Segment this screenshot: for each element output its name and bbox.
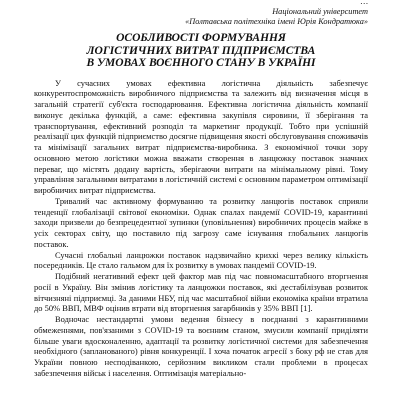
body-paragraph: У сучасних умовах ефективна логістична діяльність забезпечує конкурентоспроможність виробничого підприємства та залежить від визначення місця в загальній стратегії суб'єкта господарювання. Ефективна логістична діяльність компанії виконує декілька функцій, а саме: ефективна закупівля сировини, її зберігання та транспортування, ефективний розподіл та маркетинг продукції. Тобто при успішній реалізації цих функцій підприємство досягне підвищення якості обслуговування споживачів та мінімізації загальних витрат підприємства-виробника. З економічної точки зору основною метою логістики можна вважати створення в ланцюжку поставок значних переваг, що містять додану вартість, зберігаючи витрати на мінімальному рівні. Тому управління загальними витратами в логістичній системі є основним параметром оптимізації виробничих витрат підприємства. xyxy=(34,77,368,195)
article-body xyxy=(34,78,368,379)
title-line: В УМОВАХ ВОЄННОГО СТАНУ В УКРАЇНІ xyxy=(86,57,316,69)
body-paragraph: Сучасні глобальні ланцюжки поставок надзвичайно крихкі через велику кількість посередників. Це стало гальмом для їх розвитку в умовах пандемії COVID-19. xyxy=(34,249,368,271)
body-paragraph: Подібний негативний ефект цей фактор мав під час повномасштабного вторгнення росії в Україну. Він змінив логістику та ланцюжки поставок, які дестабілізував розвиток вітчизняні підприємці. За даними НБУ, під час масштабної війни економіка країни втратила до 50% ВВП, МВФ оцінив втрати від вторгнення загарбників у 35% ВВП [1]. xyxy=(34,271,368,314)
body-paragraph: Тривалий час активному формуванню та розвитку ланцюгів поставок сприяли тенденції глобалізації світової економіки. Однак спалах пандемії COVID-19, карантинні заходи призвели до безпрецедентної зупинки (уповільнення) виробничих процесів майже в усіх секторах світу, що поставило під загрозу саме існування глобальних ланцюгів поставок. xyxy=(34,195,368,249)
article-title xyxy=(34,32,368,70)
affiliation-line: «Полтавська політехніка імені Юрія Кондратюка» xyxy=(185,17,368,26)
title-line: ЛОГІСТИЧНИХ ВИТРАТ ПІДПРИЄМСТВА xyxy=(86,44,316,57)
author-affiliation xyxy=(34,0,368,27)
affiliation-line: … xyxy=(360,0,368,6)
body-paragraph: Водночас нестандартні умови ведення бізнесу в поєднанні з карантинними обмеженнями, пов'язаними з COVID-19 та воєнним станом, змусили компанії приділяти більше уваги вдосконаленню, адаптації та розвитку логістичної системи для забезпечення необхідного (запланованого) рівня конкуренції. І хоча початок агресії з боку рф не став для України повною несподіванкою, серйозним викликом стали проблеми в процесах забезпечення військ і населення. Оптимізація матеріально- xyxy=(34,314,368,378)
title-line: ОСОБЛИВОСТІ ФОРМУВАННЯ xyxy=(116,32,286,44)
affiliation-line: Національний університет xyxy=(272,7,368,16)
